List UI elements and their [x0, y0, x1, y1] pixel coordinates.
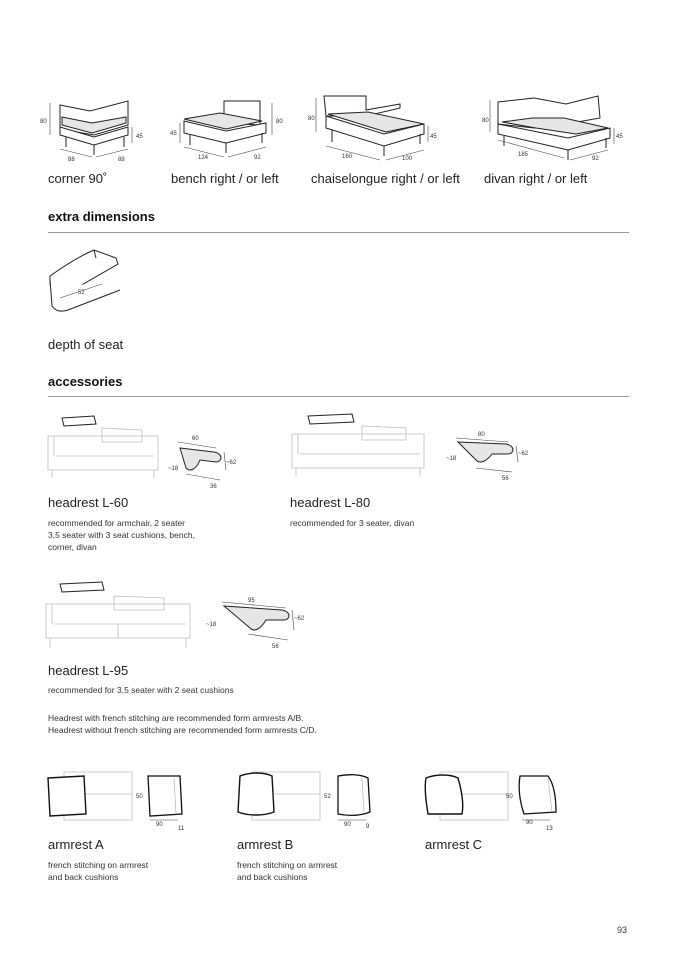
module-label-divan: divan right / or left: [484, 171, 588, 186]
dim-divan-seat: 45: [616, 134, 623, 140]
section-divider: [48, 396, 629, 397]
sofa-sketch-l95: [44, 578, 196, 654]
headrest-l60-dim-height: ~62: [226, 460, 237, 466]
headrest-l60-desc: recommended for armchair, 2 seater 3,5 seater with 3 seat cushions, bench, corner, divan: [48, 518, 195, 552]
armrest-c-sofa-sketch: [422, 768, 512, 824]
headrest-l95-desc: recommended for 3,5 seater with 2 seat cushions: [48, 685, 234, 695]
armrest-a-sofa-sketch: [46, 768, 136, 824]
headrest-l80-drawing: [442, 428, 532, 484]
headrest-l95-dim-width: 95: [248, 598, 255, 604]
armrest-a-drawing: [134, 772, 194, 830]
dim-corner-seat: 45: [136, 134, 143, 140]
corner-module-drawing: [40, 95, 155, 167]
headrest-l95-drawing: [204, 592, 304, 652]
armrest-c-dim-depth: 90: [526, 820, 533, 826]
seat-depth-drawing: [36, 244, 126, 324]
headrest-l80-dim-depth: ~18: [446, 456, 457, 462]
armrest-c-title: armrest C: [425, 837, 483, 852]
dim-chaise-depth: 100: [402, 156, 413, 162]
armrest-b-desc: french stitching on armrest and back cushions: [237, 860, 338, 882]
module-label-chaiselongue: chaiselongue right / or left: [311, 171, 460, 186]
sofa-sketch-l60: [46, 412, 166, 482]
armrest-b-drawing: [322, 772, 382, 830]
sofa-sketch-l80: [290, 410, 430, 482]
bench-module-drawing: [170, 95, 295, 167]
armrest-b-dim-width: 9: [366, 824, 370, 830]
headrest-l60-title: headrest L-60: [48, 495, 129, 510]
armrest-b-dim-depth: 90: [344, 822, 351, 828]
page-number: 93: [617, 925, 628, 935]
headrest-l60-dim-depth: ~18: [168, 466, 179, 472]
headrest-stitching-note: Headrest with french stitching are recommended form armrests A/B. Headrest without french stitching are recommended form armrests C/D.: [48, 713, 317, 735]
headrest-l80-dim-width: 80: [478, 432, 485, 438]
seat-depth-label: depth of seat: [48, 337, 124, 352]
dim-divan-depth: 92: [592, 156, 599, 162]
dim-bench-seat: 45: [170, 131, 177, 137]
headrest-l80-title: headrest L-80: [290, 495, 371, 510]
armrest-a-desc: french stitching on armrest and back cushions: [48, 860, 149, 882]
seat-depth-value: 52: [78, 290, 85, 296]
dim-chaise-height: 80: [308, 116, 315, 122]
headrest-l95-dim-base: 56: [272, 644, 279, 650]
dim-divan-length: 185: [518, 152, 529, 158]
dim-bench-height: 80: [276, 119, 283, 125]
headrest-l95-title: headrest L-95: [48, 663, 129, 678]
armrest-a-dim-height: 50: [136, 794, 143, 800]
headrest-l95-dim-depth: ~18: [206, 622, 217, 628]
armrest-a-title: armrest A: [48, 837, 104, 852]
armrest-c-dim-width: 13: [546, 826, 553, 832]
headrest-l80-dim-height: ~62: [518, 451, 529, 457]
dim-corner-width-a: 88: [68, 157, 75, 163]
divan-module-drawing: [480, 88, 630, 166]
extra-dimensions-heading: extra dimensions: [48, 209, 155, 224]
armrest-c-drawing: [506, 772, 570, 832]
headrest-l80-dim-base: 56: [502, 476, 509, 482]
armrest-b-title: armrest B: [237, 837, 294, 852]
dim-corner-height: 80: [40, 119, 47, 125]
module-label-bench: bench right / or left: [171, 171, 279, 186]
section-divider: [48, 232, 629, 233]
dim-chaise-length: 160: [342, 154, 353, 160]
armrest-b-dim-height: 52: [324, 794, 331, 800]
armrest-b-sofa-sketch: [234, 768, 324, 824]
dim-bench-length: 124: [198, 155, 209, 161]
dim-corner-width-b: 88: [118, 157, 125, 163]
module-label-corner: corner 90˚: [48, 171, 108, 186]
chaiselongue-module-drawing: [306, 88, 446, 166]
dim-chaise-seat: 45: [430, 134, 437, 140]
headrest-l60-dim-base: 36: [210, 484, 217, 490]
headrest-l80-desc: recommended for 3 seater, divan: [290, 518, 415, 528]
headrest-l60-dim-width: 60: [192, 436, 199, 442]
armrest-a-dim-width: 11: [178, 826, 185, 832]
headrest-l95-dim-height: ~62: [294, 616, 305, 622]
armrest-a-dim-depth: 90: [156, 822, 163, 828]
headrest-l60-drawing: [164, 432, 244, 492]
dim-divan-height: 80: [482, 118, 489, 124]
accessories-heading: accessories: [48, 374, 123, 389]
dim-bench-depth: 92: [254, 155, 261, 161]
armrest-c-dim-height: 50: [506, 794, 513, 800]
